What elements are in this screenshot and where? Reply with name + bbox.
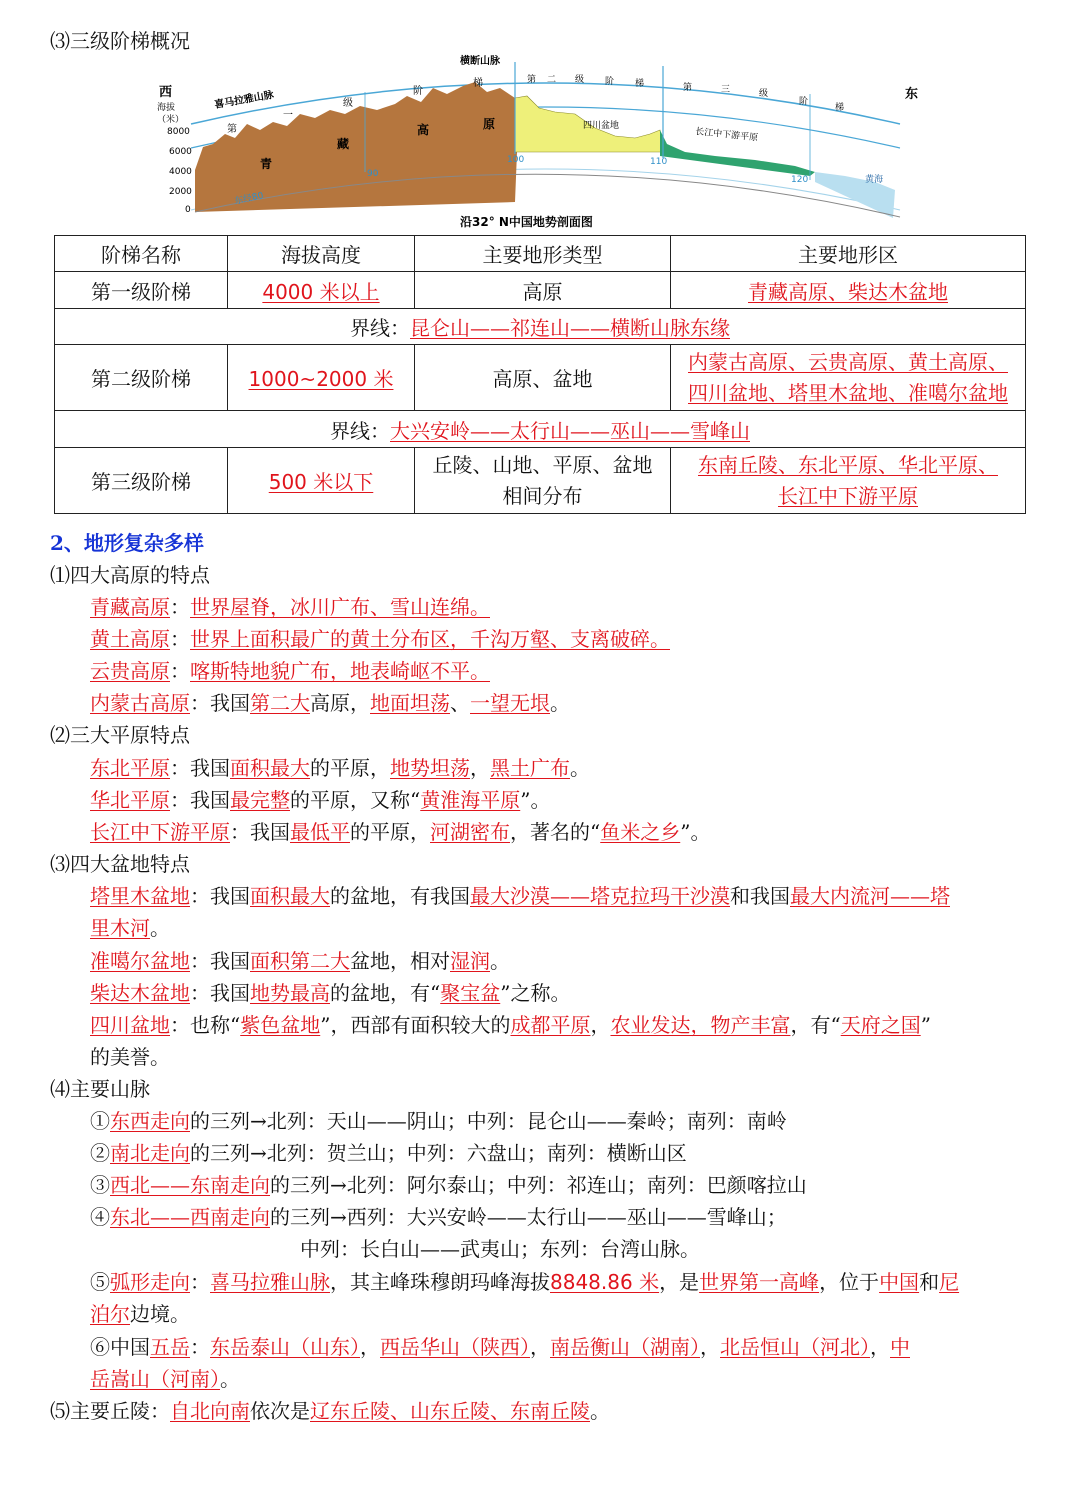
step3-char-2: 三 [721,85,731,95]
plain-north-china: 华北平原：我国最完整的平原，又称“黄淮海平原”。 [90,788,551,812]
basin-tarim: 塔里木盆地：我国面积最大的盆地，有我国最大沙漠——塔克拉玛干沙漠和我国最大内流河——塔 [90,884,950,908]
step2-char-1: 第 [527,75,537,85]
y-tick-0: 0 [185,205,191,215]
step1-char-1: 第 [227,124,237,135]
mountain-nw-se: ③西北——东南走向的三列→北列：阿尔泰山；中列：祁连山；南列：巴颜喀拉山 [90,1173,807,1197]
step2-char-5: 梯 [635,79,645,89]
basin-sichuan-cont: 的美誉。 [90,1045,170,1069]
step3-regions-line1: 东南丘陵、东北平原、华北平原、 [698,452,998,477]
y-tick-6000: 6000 [169,147,192,157]
terrain-profile-diagram [155,52,925,232]
lon-label-110: 110 [650,157,668,167]
step2-char-3: 级 [575,75,585,85]
plateau-name: 云贵高原 [90,659,170,683]
hengduan-label: 横断山脉 [460,56,500,67]
lon-label-120: 120 [791,175,809,185]
hills: ⑸主要丘陵：自北向南依次是辽东丘陵、山东丘陵、东南丘陵。 [50,1399,610,1423]
mountain-arc: ⑤弧形走向：喜马拉雅山脉，其主峰珠穆朗玛峰海拔8848.86 米，是世界第一高峰，位于中国和尼 [90,1270,960,1294]
table-row-border2 [55,411,1026,448]
basin-sichuan: 四川盆地：也称“紫色盆地”，西部有面积较大的成都平原，农业发达，物产丰富，有“天府之国” [90,1013,931,1037]
plateau-char-3: 高 [417,123,430,137]
mountains-title: ⑷主要山脉 [50,1077,150,1101]
border1-label: 界线： [350,316,410,340]
plateau-desc: 世界上面积最广的黄土分布区，千沟万壑、支离破碎。 [190,627,670,651]
yellow-sea-label: 黄海 [865,175,884,185]
step2-elevation: 1000~2000 米 [248,367,394,391]
lon-label-80: 东经80 [233,191,265,207]
border1-value: 昆仑山——祁连山——横断山脉东缘 [410,316,730,340]
table-header-row [55,236,1026,272]
changjiang-plain-label: 长江中下游平原 [694,127,759,144]
step3-char-4: 阶 [799,97,809,107]
five-sacred-mountains: ⑥中国五岳：东岳泰山（山东），西岳华山（陕西），南岳衡山（湖南），北岳恒山（河北），中 [90,1335,910,1359]
step3-char-1: 第 [683,83,693,93]
step2-name: 第二级阶梯 [55,345,228,411]
border2-value: 大兴安岭——太行山——巫山——雪峰山 [390,418,750,443]
plain-yangtze: 长江中下游平原：我国最低平的平原，河湖密布，著名的“鱼米之乡”。 [90,820,711,844]
section-title-three-steps: ⑶三级阶梯概况 [50,29,190,53]
y-tick-2000: 2000 [169,187,192,197]
mountain-ne-sw-cont: 中列：长白山——武夷山；东列：台湾山脉。 [300,1237,700,1261]
plateau-desc: 喀斯特地貌广布，地表崎岖不平。 [190,659,490,683]
y-axis-label-line2: （米） [157,115,185,125]
table-row-step1 [55,272,1026,309]
mountain-ew: ①东西走向的三列→北列：天山——阴山；中列：昆仑山——秦岭；南列：南岭 [90,1109,787,1133]
five-sacred-mountains-cont: 岳嵩山（河南）。 [90,1367,240,1391]
plateau-char-2: 藏 [337,137,350,151]
step3-elevation: 500 米以下 [268,470,374,494]
section-title-landforms: 2、地形复杂多样 [50,531,204,555]
basin-junggar: 准噶尔盆地：我国面积第二大盆地，相对湿润。 [90,949,510,973]
header-landform-regions: 主要地形区 [671,236,1026,272]
basins-title: ⑶四大盆地特点 [50,852,190,876]
step1-char-4: 阶 [413,86,423,97]
mountain-arc-cont: 泊尔边境。 [90,1302,190,1326]
step3-char-3: 级 [759,89,769,99]
mountain-ne-sw: ④东北——西南走向的三列→西列：大兴安岭——太行山——巫山——雪峰山； [90,1205,787,1229]
lon-label-90: 90 [367,169,379,179]
step3-regions-line2: 长江中下游平原 [778,483,918,508]
plateau-name: 黄土高原 [90,627,170,651]
mountain-ns: ②南北走向的三列→北列：贺兰山；中列：六盘山；南列：横断山区 [90,1141,687,1165]
plains-title: ⑵三大平原特点 [50,723,190,747]
step1-char-5: 梯 [473,78,483,89]
y-axis-label-line1: 海拔 [157,103,176,113]
step2-regions-line1: 内蒙古高原、云贵高原、黄土高原、 [688,349,1008,374]
lon-label-100: 100 [507,155,525,165]
plateau-name: 青藏高原 [90,595,170,619]
step2-regions-line2: 四川盆地、塔里木盆地、准噶尔盆地 [688,380,1008,405]
step3-type-line1: 丘陵、山地、平原、盆地 [432,452,653,477]
step3-type-line2: 相间分布 [502,483,583,508]
step1-regions: 青藏高原、柴达木盆地 [748,279,948,304]
header-elevation: 海拔高度 [228,236,415,272]
table-row-step2 [55,345,1026,411]
step3-char-5: 梯 [835,103,845,113]
plateau-loess: 黄土高原：世界上面积最广的黄土分布区，千沟万壑、支离破碎。 [90,627,670,651]
plain-northeast: 东北平原：我国面积最大的平原，地势坦荡，黑土广布。 [90,756,590,780]
three-steps-table [54,235,1026,514]
west-label: 西 [159,85,173,100]
step3-name: 第三级阶梯 [55,448,228,514]
plateau-char-4: 原 [483,117,496,131]
step1-char-2: 一 [283,110,293,121]
plateau-qinghai-tibet: 青藏高原：世界屋脊，冰川广布、雪山连绵。 [90,595,490,619]
plateau-char-1: 青 [260,157,273,171]
basin-qaidam: 柴达木盆地：我国地势最高的盆地，有“聚宝盆”之称。 [90,981,571,1005]
table-row-step3 [55,448,1026,514]
step1-type: 高原 [415,272,671,309]
step2-char-2: 二 [547,75,557,85]
step2-type: 高原、盆地 [415,345,671,411]
sichuan-basin-label: 四川盆地 [583,121,620,131]
profile-caption: 沿32° N中国地势剖面图 [460,215,593,229]
table-row-border1 [55,309,1026,345]
y-tick-8000: 8000 [167,127,190,137]
himalaya-label: 喜马拉雅山脉 [213,89,275,111]
plateau-inner-mongolia: 内蒙古高原：我国第二大高原，地面坦荡、一望无垠。 [90,691,570,715]
y-tick-4000: 4000 [169,167,192,177]
basin-tarim-cont: 里木河。 [90,916,170,940]
plateaus-title: ⑴四大高原的特点 [50,563,210,587]
step2-char-4: 阶 [605,77,615,87]
header-step-name: 阶梯名称 [55,236,228,272]
step1-name: 第一级阶梯 [55,272,228,309]
step1-elevation: 4000 米以上 [262,279,380,304]
plateau-yungui: 云贵高原：喀斯特地貌广布，地表崎岖不平。 [90,659,490,683]
east-label: 东 [905,87,919,102]
header-landform-type: 主要地形类型 [415,236,671,272]
border2-label: 界线： [330,418,390,443]
step1-char-3: 级 [343,98,353,109]
plateau-desc: 世界屋脊，冰川广布、雪山连绵。 [190,595,490,619]
